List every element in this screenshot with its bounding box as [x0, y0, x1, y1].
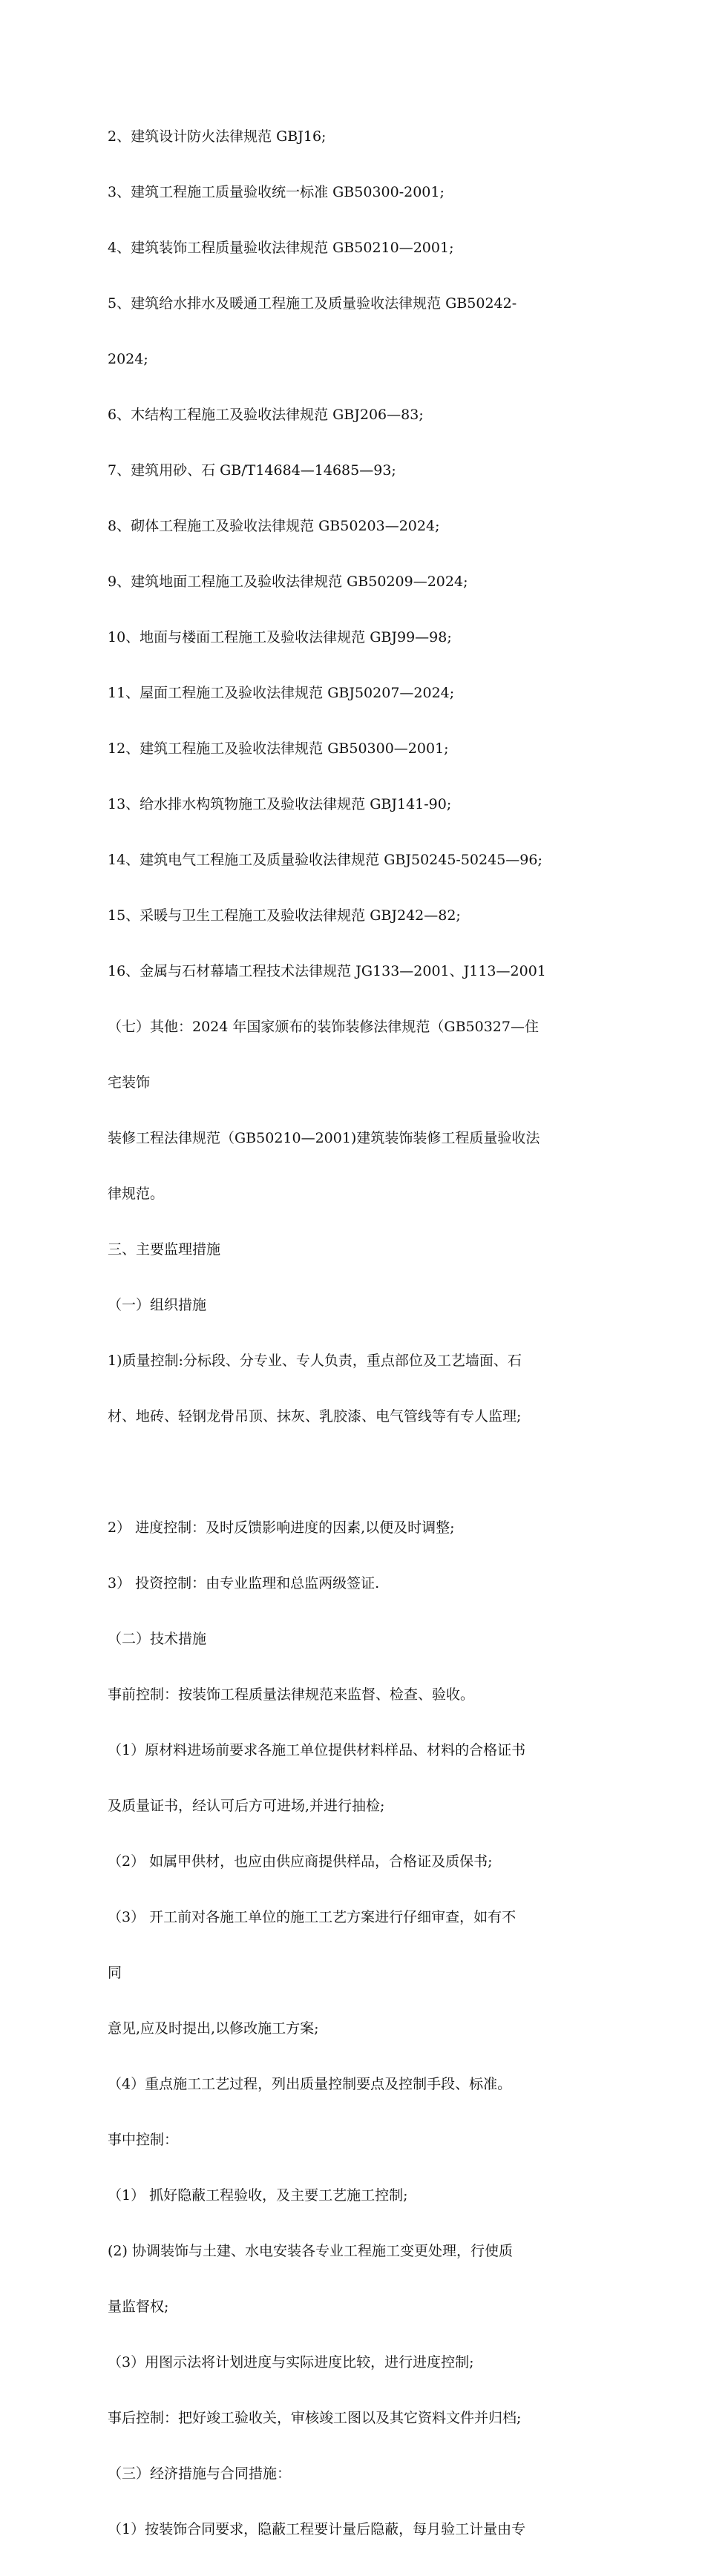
text-line: 4、建筑装饰工程质量验收法律规范 GB50210—2001; — [108, 240, 454, 256]
text-line: 9、建筑地面工程施工及验收法律规范 GB50209—2024; — [108, 574, 468, 590]
text-line: 律规范。 — [108, 1186, 165, 1202]
text-line: （2） 如属甲供材，也应由供应商提供样品，合格证及质保书; — [108, 1853, 493, 1870]
text-line: 3） 投资控制：由专业监理和总监两级签证. — [108, 1575, 380, 1591]
text-line: （1）原材料进场前要求各施工单位提供材料样品、材料的合格证书 — [108, 1742, 526, 1758]
text-line: 装修工程法律规范（GB50210—2001)建筑装饰装修工程质量验收法 — [108, 1130, 540, 1146]
text-line: 11、屋面工程施工及验收法律规范 GBJ50207—2024; — [108, 685, 455, 701]
text-line: 2024; — [108, 351, 148, 367]
subsection-heading: （一）组织措施 — [108, 1297, 207, 1313]
text-line: 7、建筑用砂、石 GB/T14684—14685—93; — [108, 462, 396, 479]
text-line: 材、地砖、轻钢龙骨吊顶、抹灰、乳胶漆、电气管线等有专人监理; — [108, 1408, 522, 1425]
text-line: 14、建筑电气工程施工及质量验收法律规范 GBJ50245-50245—96; — [108, 852, 542, 868]
text-line: 16、金属与石材幕墙工程技术法律规范 JG133—2001、J113—2001 — [108, 963, 546, 979]
text-line: 事中控制： — [108, 2132, 179, 2148]
text-line: （3） 开工前对各施工单位的施工工艺方案进行仔细审查，如有不 — [108, 1909, 517, 1925]
text-line: 2） 进度控制：及时反馈影响进度的因素,以便及时调整; — [108, 1519, 455, 1536]
text-line: （1）按装饰合同要求，隐蔽工程要计量后隐蔽，每月验工计量由专 — [108, 2521, 526, 2537]
text-line: 量监督权; — [108, 2299, 169, 2315]
blank-line — [108, 1463, 605, 1482]
text-line: (2) 协调装饰与土建、水电安装各专业工程施工变更处理，行使质 — [108, 2243, 513, 2259]
text-line: （七）其他：2024 年国家颁布的装饰装修法律规范（GB50327—住 — [108, 1019, 539, 1035]
text-line: 13、给水排水构筑物施工及验收法律规范 GBJ141-90; — [108, 796, 452, 812]
text-line: 2、建筑设计防火法律规范 GBJ16; — [108, 128, 327, 145]
subsection-heading: （三）经济措施与合同措施： — [108, 2465, 292, 2482]
text-line: 同 — [108, 1965, 122, 1981]
text-line: 8、砌体工程施工及验收法律规范 GB50203—2024; — [108, 518, 440, 534]
text-line: 12、建筑工程施工及验收法律规范 GB50300—2001; — [108, 740, 449, 757]
text-line: （4）重点施工工艺过程，列出质量控制要点及控制手段、标准。 — [108, 2076, 512, 2092]
text-line: 3、建筑工程施工质量验收统一标准 GB50300-2001; — [108, 184, 445, 200]
text-line: （3）用图示法将计划进度与实际进度比较，进行进度控制; — [108, 2354, 474, 2370]
text-line: 6、木结构工程施工及验收法律规范 GBJ206—83; — [108, 407, 424, 423]
text-line: 5、建筑给水排水及暖通工程施工及质量验收法律规范 GB50242- — [108, 295, 517, 312]
section-heading: 三、主要监理措施 — [108, 1241, 221, 1258]
text-line: 宅装饰 — [108, 1074, 151, 1091]
text-line: 10、地面与楼面工程施工及验收法律规范 GBJ99—98; — [108, 629, 452, 645]
text-line: （1） 抓好隐蔽工程验收，及主要工艺施工控制; — [108, 2187, 408, 2204]
document-text — [108, 91, 605, 2576]
text-line: 事后控制：把好竣工验收关，审核竣工图以及其它资料文件并归档; — [108, 2410, 522, 2426]
text-line: 及质量证书，经认可后方可进场,并进行抽检; — [108, 1798, 385, 1814]
text-line: 1)质量控制:分标段、分专业、专人负责，重点部位及工艺墙面、石 — [108, 1353, 522, 1369]
subsection-heading: （二）技术措施 — [108, 1631, 207, 1647]
text-line: 事前控制：按装饰工程质量法律规范来监督、检查、验收。 — [108, 1686, 475, 1703]
text-line: 15、采暖与卫生工程施工及验收法律规范 GBJ242—82; — [108, 907, 461, 924]
text-line: 意见,应及时提出,以修改施工方案; — [108, 2020, 319, 2037]
